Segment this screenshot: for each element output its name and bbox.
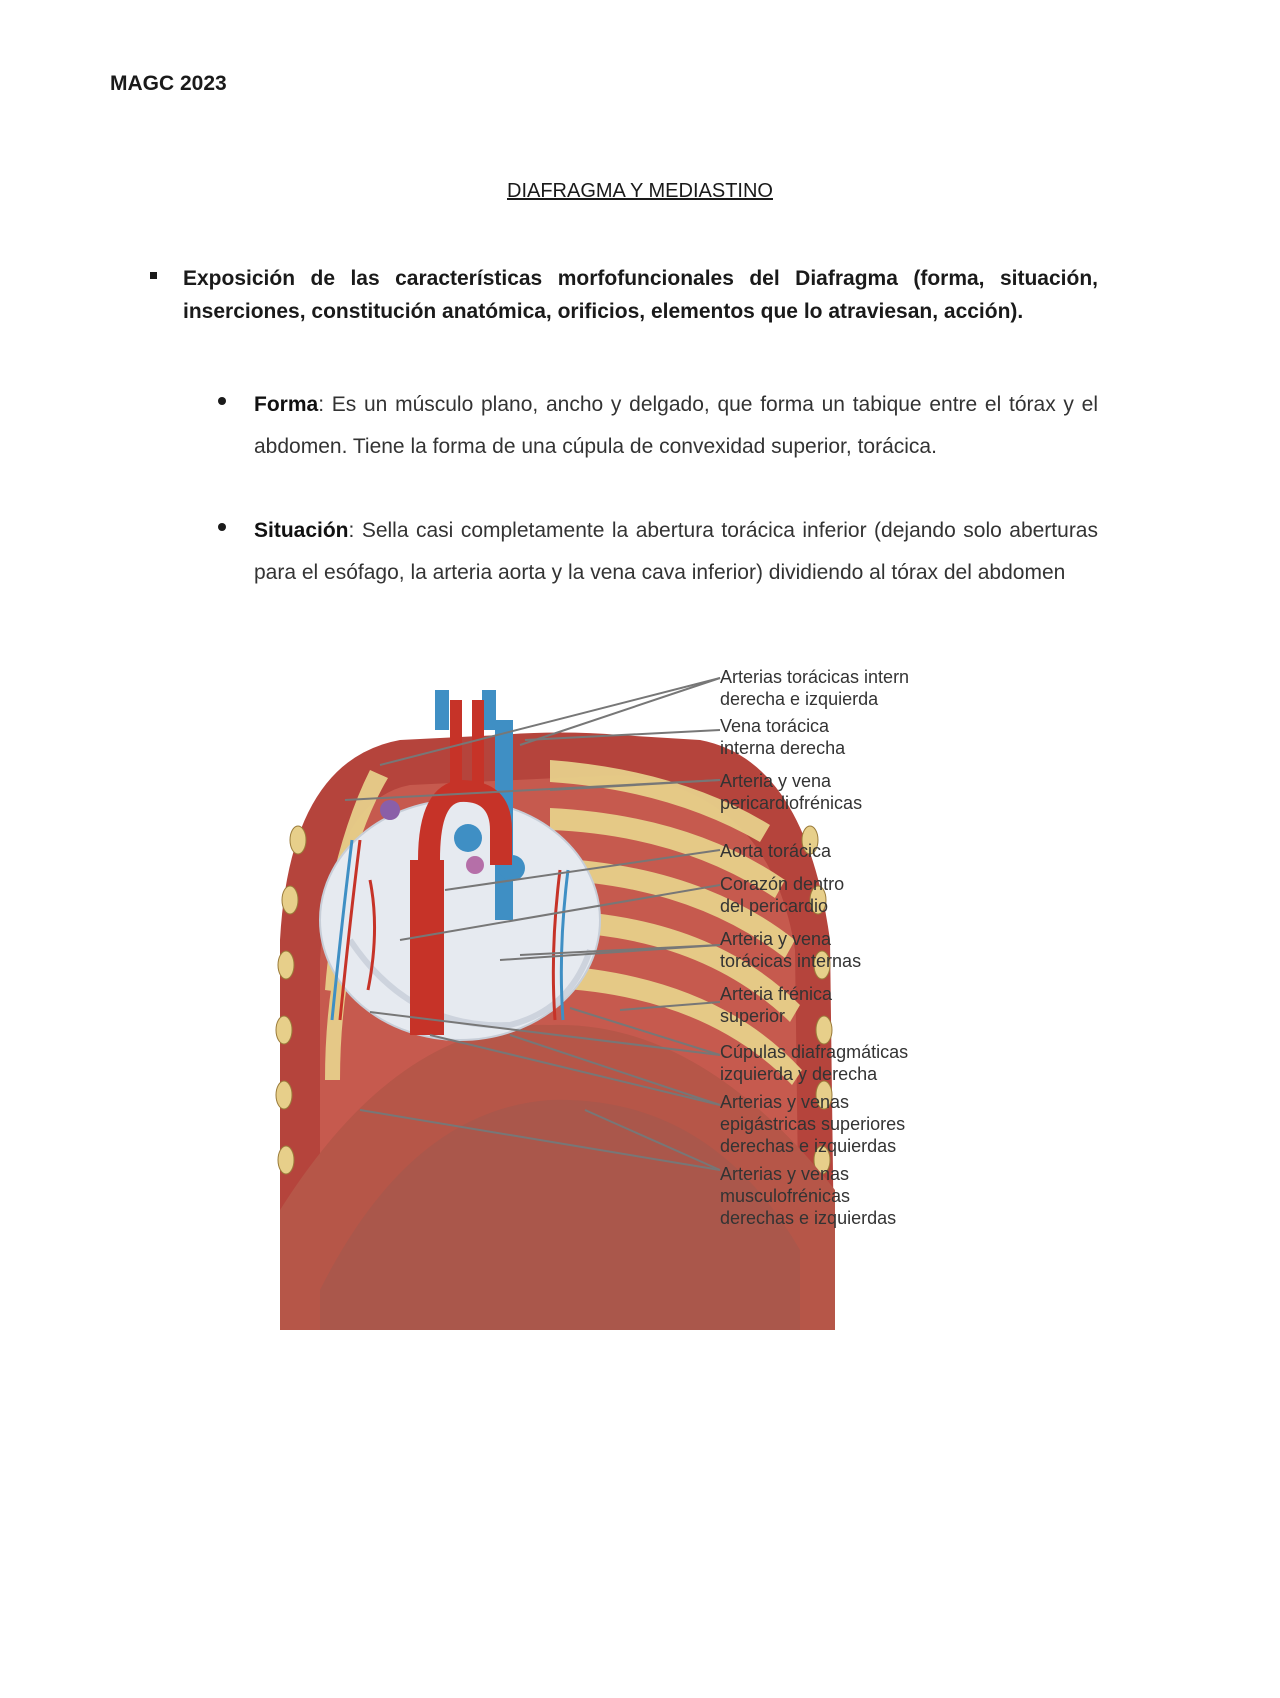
- description-forma: : Es un músculo plano, ancho y delgado, que forma un tabique entre el tórax y el abdomen. Tiene la forma de una cúpula de convexidad superior, torácica.: [254, 393, 1098, 458]
- label-line: derechas e izquierdas: [720, 1136, 897, 1156]
- label-line: Corazón dentro: [720, 874, 845, 894]
- label-line: Arteria frénica: [720, 984, 833, 1004]
- svg-text:Arterias y venasmusculofrénica: [720, 1164, 896, 1228]
- diaphragm-illustration: [250, 667, 1010, 1345]
- svg-text:Arterias torácicas internderec: [720, 667, 909, 709]
- description-situacion: : Sella casi completamente la abertura torácica inferior (dejando solo aberturas para el esófago, la arteria aorta y la vena cava inferior) dividiendo al tórax del abdomen: [254, 519, 1098, 584]
- svg-text:Aorta torácica: [720, 841, 832, 861]
- label-line: superior: [720, 1006, 786, 1026]
- document-header: MAGC 2023: [110, 72, 227, 95]
- page-title: DIAFRAGMA Y MEDIASTINO: [507, 180, 773, 202]
- label-line: Vena torácica: [720, 716, 830, 736]
- label-line: Cúpulas diafragmáticas: [720, 1042, 909, 1062]
- thoracic-aorta: [410, 860, 444, 1035]
- label-line: derechas e izquierdas: [720, 1208, 897, 1228]
- label-line: pericardiofrénicas: [720, 793, 863, 813]
- sub-list-text: [254, 384, 1098, 468]
- label-line: torácicas internas: [720, 951, 862, 971]
- label-line: Arteria y vena: [720, 771, 832, 791]
- round-bullet-icon: [218, 523, 226, 531]
- label-line: interna derecha: [720, 738, 846, 758]
- figure-labels: [720, 667, 909, 1228]
- main-list-text: Exposición de las características morfofuncionales del Diafragma (forma, situación, inserciones, constitución anatómica, orificios, elementos que lo atraviesan, acción).: [183, 267, 1098, 323]
- svg-text:Arterias y venasepigástricas s: [720, 1092, 905, 1156]
- label-line: Arterias y venas: [720, 1164, 850, 1184]
- label-line: Arterias torácicas intern: [720, 667, 910, 687]
- label-line: Arterias y venas: [720, 1092, 850, 1112]
- label-line: Arteria y vena: [720, 929, 832, 949]
- svg-text:Vena torácicainterna derecha: [720, 716, 846, 758]
- label-line: derecha e izquierda: [720, 689, 879, 709]
- label-line: izquierda y derecha: [720, 1064, 878, 1084]
- term-situacion: Situación: [254, 519, 349, 542]
- term-forma: Forma: [254, 393, 319, 416]
- label-line: musculofrénicas: [720, 1186, 851, 1206]
- anatomy-figure: [250, 667, 1010, 1345]
- label-line: del pericardio: [720, 896, 829, 916]
- label-line: Aorta torácica: [720, 841, 832, 861]
- sub-list-text: [254, 510, 1098, 594]
- label-line: epigástricas superiores: [720, 1114, 906, 1134]
- round-bullet-icon: [218, 397, 226, 405]
- square-bullet-icon: [150, 272, 157, 279]
